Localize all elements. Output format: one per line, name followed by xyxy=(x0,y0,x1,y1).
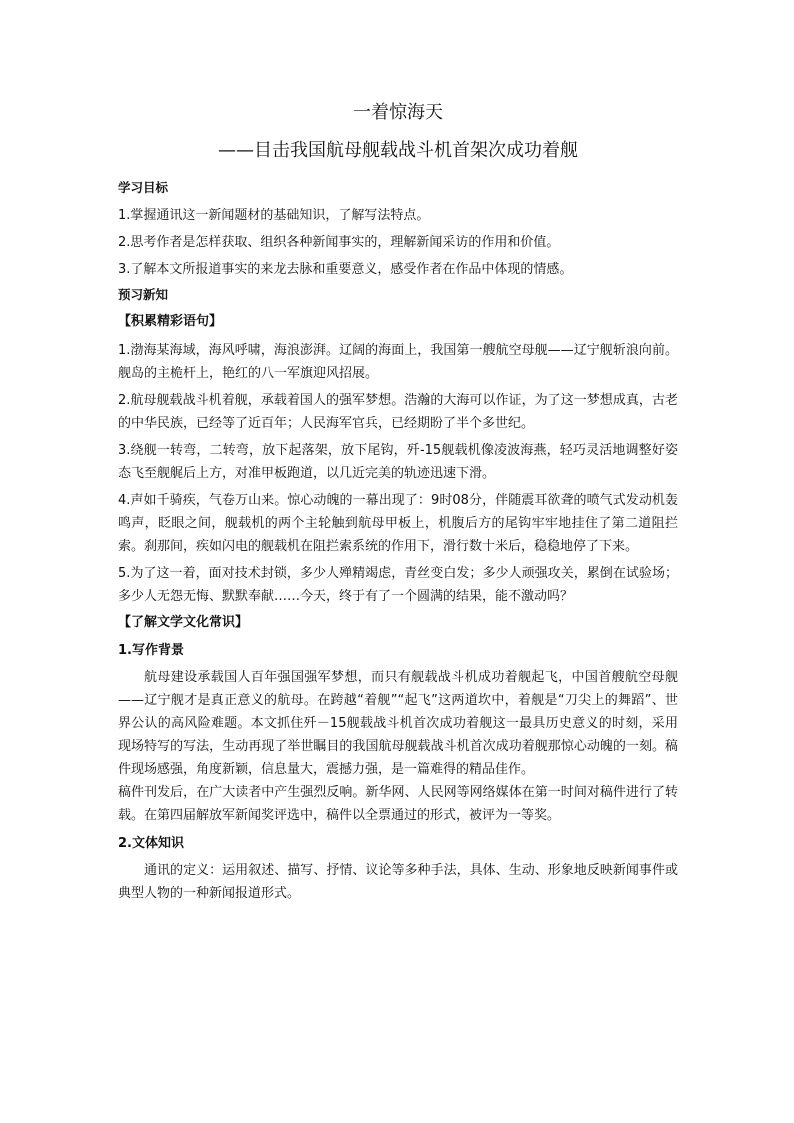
genre-paragraph: 通讯的定义：运用叙述、描写、抒情、议论等多种手法，具体、生动、形象地反映新闻事件或典型人物的一种新闻报道形式。 xyxy=(118,863,678,901)
background-paragraph: 航母建设承载国人百年强国强军梦想，而只有舰载战斗机成功着舰起飞，中国首艘航空母舰——辽宁舰才是真正意义的航母。在跨越“着舰”“起飞”这两道坎中，着舰是“刀尖上的舞蹈”、世界公认的高风险难题。本文抓住歼－15舰载战斗机首次成功着舰这一最具历史意义的时刻，采用现场特写的写法，生动再现了举世瞩目的我国航母舰载战斗机首次成功着舰那惊心动魄的一刻。稿件现场感强，角度新颖，信息量大，震撼力强，是一篇难得的精品佳作。 xyxy=(118,670,678,777)
sentence-item: 3.绕舰一转弯，二转弯，放下起落架，放下尾钩，歼-15舰载机像凌波海燕，轻巧灵活地调整好姿态飞至舰艉后上方，对准甲板跑道，以几近完美的轨迹迅速下滑。 xyxy=(118,443,678,481)
goal-item: 3.了解本文所报道事实的来龙去脉和重要意义，感受作者在作品中体现的情感。 xyxy=(118,262,573,277)
background-paragraph: 稿件刊发后，在广大读者中产生强烈反响。新华网、人民网等网络媒体在第一时间对稿件进行了转载。在第四届解放军新闻奖评选中，稿件以全票通过的形式，被评为一等奖。 xyxy=(118,785,678,823)
goal-item: 1.掌握通讯这一新闻题材的基础知识，了解写法特点。 xyxy=(118,208,430,223)
section-heading-knowledge: 【了解文学文化常识】 xyxy=(118,615,249,630)
goal-item: 2.思考作者是怎样获取、组织各种新闻事实的，理解新闻采访的作用和价值。 xyxy=(118,235,560,250)
sentence-item: 1.渤海某海域，海风呼啸，海浪澎湃。辽阔的海面上，我国第一艘航空母舰——辽宁舰斩浪向前。舰岛的主桅杆上，艳红的八一军旗迎风招展。 xyxy=(118,343,678,381)
document-title: 一着惊海天 xyxy=(353,102,443,123)
subheading-genre: 2.文体知识 xyxy=(118,836,184,851)
preview-heading: 预习新知 xyxy=(118,287,169,302)
goals-heading: 学习目标 xyxy=(118,180,169,195)
sentence-item: 2.航母舰载战斗机着舰，承载着国人的强军梦想。浩瀚的大海可以作证，为了这一梦想成真，古老的中华民族，已经等了近百年；人民海军官兵，已经期盼了半个多世纪。 xyxy=(118,393,678,431)
section-heading-sentences: 【积累精彩语句】 xyxy=(118,314,223,329)
sentence-item: 5.为了这一着，面对技术封锁，多少人殚精竭虑，青丝变白发；多少人顽强攻关，累倒在试验场；多少人无怨无悔、默默奉献……今天，终于有了一个圆满的结果，能不激动吗？ xyxy=(118,566,678,604)
subheading-background: 1.写作背景 xyxy=(118,643,184,658)
document-subtitle: ——目击我国航母舰载战斗机首架次成功着舰 xyxy=(218,140,578,161)
sentence-item: 4.声如千骑疾，气卷万山来。惊心动魄的一幕出现了：9时08分，伴随震耳欲聋的喷气式发动机轰鸣声，眨眼之间，舰载机的两个主轮触到航母甲板上，机腹后方的尾钩牢牢地挂住了第二道阻拦索。刹那间，疾如闪电的舰载机在阻拦索系统的作用下，滑行数十米后，稳稳地停了下来。 xyxy=(118,493,678,554)
document-content xyxy=(118,100,678,905)
